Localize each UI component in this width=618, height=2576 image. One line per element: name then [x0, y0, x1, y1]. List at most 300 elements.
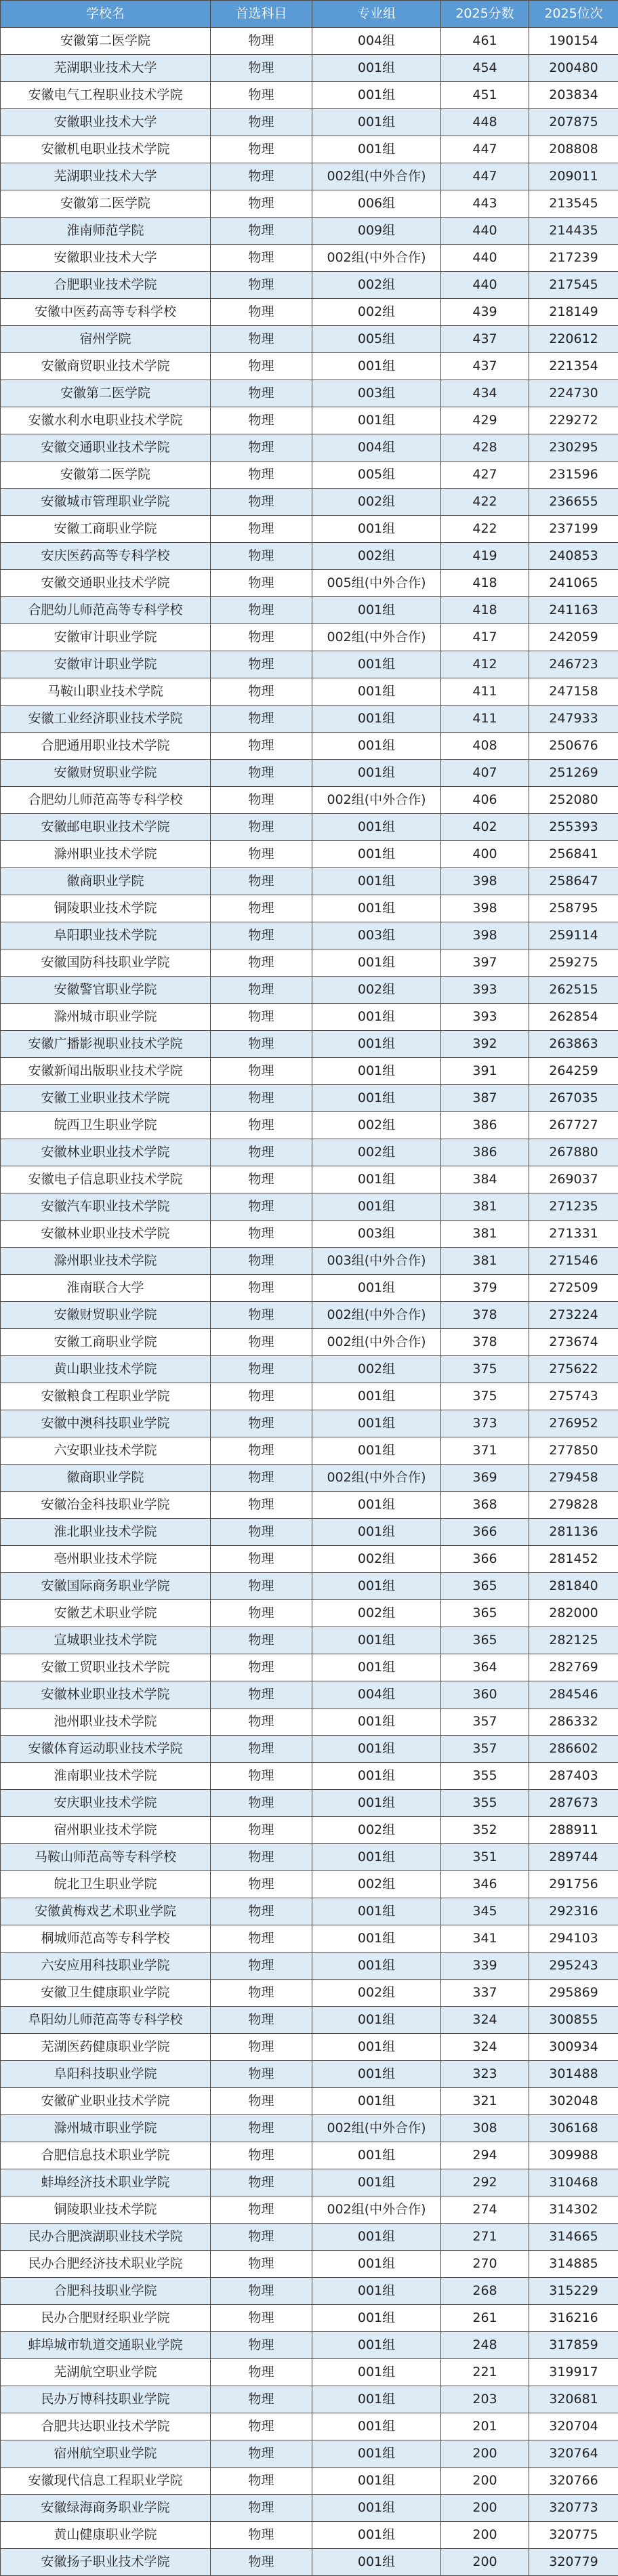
- cell-primary-subject: 物理: [211, 1817, 312, 1844]
- cell-primary-subject: 物理: [211, 2305, 312, 2332]
- cell-score: 248: [441, 2332, 529, 2359]
- cell-rank: 309988: [529, 2142, 618, 2169]
- table-row: [1, 1085, 618, 1112]
- cell-school-name: 安徽新闻出版职业技术学院: [1, 1058, 211, 1085]
- cell-score: 408: [441, 733, 529, 760]
- cell-school-name: 合肥科技职业学院: [1, 2278, 211, 2305]
- cell-primary-subject: 物理: [211, 434, 312, 462]
- cell-school-name: 桐城师范高等专科学校: [1, 1925, 211, 1953]
- cell-school-name: 安徽广播影视职业技术学院: [1, 1031, 211, 1058]
- cell-rank: 214435: [529, 218, 618, 245]
- cell-school-name: 芜湖医药健康职业学院: [1, 2034, 211, 2061]
- cell-primary-subject: 物理: [211, 1248, 312, 1275]
- cell-rank: 209011: [529, 163, 618, 190]
- cell-school-name: 安徽工贸职业技术学院: [1, 1654, 211, 1681]
- cell-school-name: 安徽水利水电职业技术学院: [1, 407, 211, 434]
- cell-score: 437: [441, 353, 529, 380]
- cell-school-name: 安徽交通职业技术学院: [1, 570, 211, 597]
- cell-rank: 221354: [529, 353, 618, 380]
- cell-score: 461: [441, 28, 529, 55]
- cell-rank: 281136: [529, 1519, 618, 1546]
- cell-score: 393: [441, 977, 529, 1004]
- cell-primary-subject: 物理: [211, 1383, 312, 1410]
- cell-rank: 263863: [529, 1031, 618, 1058]
- cell-score: 448: [441, 109, 529, 136]
- table-body: [1, 28, 618, 2576]
- cell-primary-subject: 物理: [211, 2224, 312, 2251]
- cell-primary-subject: 物理: [211, 2061, 312, 2088]
- cell-school-name: 安徽财贸职业学院: [1, 760, 211, 787]
- cell-major-group: 002组(中外合作): [312, 163, 441, 190]
- cell-score: 261: [441, 2305, 529, 2332]
- cell-major-group: 001组: [312, 841, 441, 868]
- cell-school-name: 安徽第二医学院: [1, 462, 211, 489]
- cell-rank: 302048: [529, 2088, 618, 2115]
- cell-score: 364: [441, 1654, 529, 1681]
- cell-major-group: 001组: [312, 136, 441, 163]
- cell-rank: 247158: [529, 678, 618, 706]
- cell-school-name: 安徽林业职业技术学院: [1, 1139, 211, 1166]
- table-row: [1, 2332, 618, 2359]
- cell-school-name: 安徽冶金科技职业学院: [1, 1492, 211, 1519]
- cell-major-group: 001组: [312, 678, 441, 706]
- table-row: [1, 1709, 618, 1736]
- cell-major-group: 001组: [312, 1898, 441, 1925]
- cell-primary-subject: 物理: [211, 1112, 312, 1139]
- cell-score: 271: [441, 2224, 529, 2251]
- cell-primary-subject: 物理: [211, 2522, 312, 2549]
- table-row: [1, 651, 618, 678]
- cell-primary-subject: 物理: [211, 1465, 312, 1492]
- cell-major-group: 001组: [312, 814, 441, 841]
- cell-rank: 217239: [529, 245, 618, 272]
- cell-primary-subject: 物理: [211, 1573, 312, 1600]
- table-row: [1, 2088, 618, 2115]
- cell-major-group: 001组: [312, 353, 441, 380]
- cell-school-name: 安徽电子信息职业技术学院: [1, 1166, 211, 1193]
- cell-primary-subject: 物理: [211, 1953, 312, 1980]
- cell-rank: 200480: [529, 55, 618, 82]
- table-row: [1, 2142, 618, 2169]
- cell-primary-subject: 物理: [211, 1709, 312, 1736]
- cell-score: 337: [441, 1980, 529, 2007]
- cell-rank: 279458: [529, 1465, 618, 1492]
- table-row: [1, 1654, 618, 1681]
- cell-school-name: 安徽城市管理职业学院: [1, 489, 211, 516]
- cell-primary-subject: 物理: [211, 326, 312, 353]
- cell-major-group: 001组: [312, 1437, 441, 1465]
- cell-school-name: 合肥通用职业技术学院: [1, 733, 211, 760]
- cell-major-group: 001组: [312, 2061, 441, 2088]
- cell-major-group: 002组: [312, 1871, 441, 1898]
- cell-score: 323: [441, 2061, 529, 2088]
- cell-school-name: 安徽工商职业学院: [1, 516, 211, 543]
- cell-school-name: 亳州职业技术学院: [1, 1546, 211, 1573]
- cell-school-name: 安徽交通职业技术学院: [1, 434, 211, 462]
- cell-major-group: 001组: [312, 1004, 441, 1031]
- cell-primary-subject: 物理: [211, 2196, 312, 2224]
- cell-primary-subject: 物理: [211, 272, 312, 299]
- cell-score: 393: [441, 1004, 529, 1031]
- cell-school-name: 安徽汽车职业技术学院: [1, 1193, 211, 1221]
- cell-score: 365: [441, 1600, 529, 1627]
- cell-rank: 229272: [529, 407, 618, 434]
- table-row: [1, 1139, 618, 1166]
- cell-school-name: 安徽第二医学院: [1, 28, 211, 55]
- cell-primary-subject: 物理: [211, 2386, 312, 2413]
- cell-score: 398: [441, 868, 529, 895]
- cell-score: 443: [441, 190, 529, 218]
- cell-primary-subject: 物理: [211, 407, 312, 434]
- cell-primary-subject: 物理: [211, 543, 312, 570]
- header-school-name: 学校名: [1, 1, 211, 28]
- table-row: [1, 2440, 618, 2468]
- cell-primary-subject: 物理: [211, 2251, 312, 2278]
- cell-rank: 267880: [529, 1139, 618, 1166]
- header-primary-subject: 首选科目: [211, 1, 312, 28]
- cell-school-name: 芜湖航空职业学院: [1, 2359, 211, 2386]
- cell-primary-subject: 物理: [211, 28, 312, 55]
- cell-rank: 317859: [529, 2332, 618, 2359]
- cell-major-group: 002组(中外合作): [312, 1329, 441, 1356]
- cell-rank: 288911: [529, 1817, 618, 1844]
- cell-school-name: 安徽职业技术大学: [1, 109, 211, 136]
- cell-score: 391: [441, 1058, 529, 1085]
- table-row: [1, 2522, 618, 2549]
- cell-score: 440: [441, 272, 529, 299]
- table-row: [1, 190, 618, 218]
- cell-rank: 190154: [529, 28, 618, 55]
- table-row: [1, 1519, 618, 1546]
- cell-major-group: 001组: [312, 706, 441, 733]
- cell-primary-subject: 物理: [211, 1085, 312, 1112]
- table-row: [1, 1302, 618, 1329]
- cell-major-group: 001组: [312, 109, 441, 136]
- cell-score: 268: [441, 2278, 529, 2305]
- table-row: [1, 516, 618, 543]
- cell-primary-subject: 物理: [211, 1166, 312, 1193]
- table-row: [1, 55, 618, 82]
- table-row: [1, 760, 618, 787]
- cell-score: 357: [441, 1709, 529, 1736]
- cell-rank: 237199: [529, 516, 618, 543]
- cell-primary-subject: 物理: [211, 353, 312, 380]
- table-row: [1, 2305, 618, 2332]
- cell-primary-subject: 物理: [211, 2440, 312, 2468]
- cell-major-group: 001组: [312, 1709, 441, 1736]
- cell-major-group: 002组: [312, 977, 441, 1004]
- cell-school-name: 六安应用科技职业学院: [1, 1953, 211, 1980]
- table-row: [1, 2359, 618, 2386]
- table-row: [1, 1953, 618, 1980]
- cell-rank: 272509: [529, 1275, 618, 1302]
- cell-rank: 267035: [529, 1085, 618, 1112]
- cell-score: 379: [441, 1275, 529, 1302]
- table-row: [1, 1193, 618, 1221]
- cell-primary-subject: 物理: [211, 1437, 312, 1465]
- cell-rank: 273674: [529, 1329, 618, 1356]
- cell-rank: 240853: [529, 543, 618, 570]
- table-row: [1, 787, 618, 814]
- table-row: [1, 163, 618, 190]
- table-row: [1, 1763, 618, 1790]
- cell-score: 381: [441, 1193, 529, 1221]
- cell-school-name: 马鞍山师范高等专科学校: [1, 1844, 211, 1871]
- table-row: [1, 977, 618, 1004]
- cell-school-name: 民办合肥滨湖职业技术学院: [1, 2224, 211, 2251]
- cell-rank: 236655: [529, 489, 618, 516]
- cell-score: 406: [441, 787, 529, 814]
- cell-score: 378: [441, 1302, 529, 1329]
- cell-primary-subject: 物理: [211, 1058, 312, 1085]
- cell-school-name: 合肥幼儿师范高等专科学校: [1, 597, 211, 624]
- cell-rank: 259275: [529, 949, 618, 977]
- cell-primary-subject: 物理: [211, 624, 312, 651]
- cell-school-name: 铜陵职业技术学院: [1, 895, 211, 922]
- table-row: [1, 2196, 618, 2224]
- cell-school-name: 滁州城市职业学院: [1, 1004, 211, 1031]
- table-row: [1, 949, 618, 977]
- cell-rank: 255393: [529, 814, 618, 841]
- table-row: [1, 2251, 618, 2278]
- cell-school-name: 皖西卫生职业学院: [1, 1112, 211, 1139]
- cell-rank: 287403: [529, 1763, 618, 1790]
- cell-major-group: 002组: [312, 543, 441, 570]
- cell-school-name: 芜湖职业技术大学: [1, 163, 211, 190]
- cell-major-group: 001组: [312, 1627, 441, 1654]
- cell-school-name: 宿州职业技术学院: [1, 1817, 211, 1844]
- cell-major-group: 004组: [312, 434, 441, 462]
- table-row: [1, 624, 618, 651]
- cell-rank: 320766: [529, 2468, 618, 2495]
- table-row: [1, 407, 618, 434]
- cell-school-name: 阜阳幼儿师范高等专科学校: [1, 2007, 211, 2034]
- cell-major-group: 001组: [312, 1058, 441, 1085]
- cell-score: 427: [441, 462, 529, 489]
- cell-primary-subject: 物理: [211, 1681, 312, 1709]
- cell-school-name: 安徽邮电职业技术学院: [1, 814, 211, 841]
- table-row: [1, 218, 618, 245]
- table-row: [1, 1383, 618, 1410]
- cell-rank: 316216: [529, 2305, 618, 2332]
- cell-rank: 320764: [529, 2440, 618, 2468]
- cell-school-name: 六安职业技术学院: [1, 1437, 211, 1465]
- cell-score: 341: [441, 1925, 529, 1953]
- cell-primary-subject: 物理: [211, 2413, 312, 2440]
- cell-major-group: 001组: [312, 1763, 441, 1790]
- cell-school-name: 民办合肥财经职业学院: [1, 2305, 211, 2332]
- table-row: [1, 1465, 618, 1492]
- cell-school-name: 安徽林业职业技术学院: [1, 1221, 211, 1248]
- table-row: [1, 1980, 618, 2007]
- cell-major-group: 001组: [312, 2142, 441, 2169]
- cell-major-group: 002组(中外合作): [312, 2115, 441, 2142]
- table-row: [1, 1546, 618, 1573]
- table-row: [1, 1736, 618, 1763]
- cell-primary-subject: 物理: [211, 2142, 312, 2169]
- cell-score: 366: [441, 1546, 529, 1573]
- table-row: [1, 2468, 618, 2495]
- cell-school-name: 民办合肥经济技术职业学院: [1, 2251, 211, 2278]
- cell-major-group: 001组: [312, 55, 441, 82]
- cell-major-group: 002组: [312, 272, 441, 299]
- cell-rank: 282000: [529, 1600, 618, 1627]
- cell-score: 402: [441, 814, 529, 841]
- table-row: [1, 1356, 618, 1383]
- cell-school-name: 淮南联合大学: [1, 1275, 211, 1302]
- cell-score: 398: [441, 895, 529, 922]
- table-row: [1, 82, 618, 109]
- cell-school-name: 安徽中澳科技职业学院: [1, 1410, 211, 1437]
- cell-score: 429: [441, 407, 529, 434]
- cell-rank: 271235: [529, 1193, 618, 1221]
- cell-primary-subject: 物理: [211, 1898, 312, 1925]
- table-row: [1, 2061, 618, 2088]
- cell-major-group: 001组: [312, 1844, 441, 1871]
- cell-score: 321: [441, 2088, 529, 2115]
- table-row: [1, 1166, 618, 1193]
- cell-rank: 241065: [529, 570, 618, 597]
- cell-school-name: 民办万博科技职业学院: [1, 2386, 211, 2413]
- table-row: [1, 706, 618, 733]
- cell-rank: 277850: [529, 1437, 618, 1465]
- table-row: [1, 2034, 618, 2061]
- cell-major-group: 001组: [312, 895, 441, 922]
- table-row: [1, 434, 618, 462]
- cell-rank: 213545: [529, 190, 618, 218]
- cell-score: 434: [441, 380, 529, 407]
- cell-rank: 271331: [529, 1221, 618, 1248]
- cell-primary-subject: 物理: [211, 245, 312, 272]
- cell-rank: 242059: [529, 624, 618, 651]
- cell-rank: 251269: [529, 760, 618, 787]
- cell-major-group: 001组: [312, 516, 441, 543]
- cell-score: 454: [441, 55, 529, 82]
- table-row: [1, 245, 618, 272]
- cell-score: 373: [441, 1410, 529, 1437]
- cell-score: 407: [441, 760, 529, 787]
- cell-primary-subject: 物理: [211, 1410, 312, 1437]
- cell-major-group: 002组(中外合作): [312, 2196, 441, 2224]
- cell-score: 355: [441, 1790, 529, 1817]
- cell-rank: 269037: [529, 1166, 618, 1193]
- cell-primary-subject: 物理: [211, 462, 312, 489]
- cell-primary-subject: 物理: [211, 1736, 312, 1763]
- cell-rank: 300855: [529, 2007, 618, 2034]
- table-row: [1, 109, 618, 136]
- cell-score: 428: [441, 434, 529, 462]
- cell-primary-subject: 物理: [211, 977, 312, 1004]
- cell-primary-subject: 物理: [211, 1627, 312, 1654]
- cell-primary-subject: 物理: [211, 2169, 312, 2196]
- cell-rank: 314302: [529, 2196, 618, 2224]
- table-row: [1, 868, 618, 895]
- cell-primary-subject: 物理: [211, 1871, 312, 1898]
- cell-rank: 279828: [529, 1492, 618, 1519]
- cell-rank: 262854: [529, 1004, 618, 1031]
- cell-rank: 230295: [529, 434, 618, 462]
- cell-school-name: 安庆医药高等专科学校: [1, 543, 211, 570]
- cell-primary-subject: 物理: [211, 706, 312, 733]
- cell-major-group: 002组: [312, 1356, 441, 1383]
- table-row: [1, 1681, 618, 1709]
- cell-primary-subject: 物理: [211, 1275, 312, 1302]
- cell-major-group: 002组(中外合作): [312, 787, 441, 814]
- table-row: [1, 2169, 618, 2196]
- table-row: [1, 1627, 618, 1654]
- cell-major-group: 001组: [312, 1383, 441, 1410]
- table-row: [1, 1275, 618, 1302]
- table-row: [1, 543, 618, 570]
- cell-major-group: 005组: [312, 326, 441, 353]
- cell-major-group: 001组: [312, 2495, 441, 2522]
- cell-rank: 275743: [529, 1383, 618, 1410]
- cell-rank: 310468: [529, 2169, 618, 2196]
- cell-rank: 281840: [529, 1573, 618, 1600]
- cell-primary-subject: 物理: [211, 2495, 312, 2522]
- cell-major-group: 001组: [312, 1492, 441, 1519]
- cell-school-name: 安徽工业职业技术学院: [1, 1085, 211, 1112]
- table-row: [1, 462, 618, 489]
- cell-score: 346: [441, 1871, 529, 1898]
- table-row: [1, 1437, 618, 1465]
- cell-school-name: 安徽体育运动职业技术学院: [1, 1736, 211, 1763]
- table-row: [1, 1004, 618, 1031]
- cell-score: 384: [441, 1166, 529, 1193]
- cell-rank: 203834: [529, 82, 618, 109]
- cell-school-name: 安徽审计职业学院: [1, 651, 211, 678]
- cell-primary-subject: 物理: [211, 1356, 312, 1383]
- cell-score: 355: [441, 1763, 529, 1790]
- cell-primary-subject: 物理: [211, 597, 312, 624]
- cell-major-group: 002组(中外合作): [312, 1465, 441, 1492]
- cell-rank: 291756: [529, 1871, 618, 1898]
- cell-school-name: 淮北职业技术学院: [1, 1519, 211, 1546]
- cell-major-group: 001组: [312, 597, 441, 624]
- cell-primary-subject: 物理: [211, 489, 312, 516]
- cell-rank: 241163: [529, 597, 618, 624]
- cell-score: 387: [441, 1085, 529, 1112]
- cell-major-group: 001组: [312, 1925, 441, 1953]
- cell-school-name: 安徽商贸职业技术学院: [1, 353, 211, 380]
- cell-primary-subject: 物理: [211, 1600, 312, 1627]
- cell-rank: 320779: [529, 2549, 618, 2576]
- cell-score: 378: [441, 1329, 529, 1356]
- cell-rank: 218149: [529, 299, 618, 326]
- cell-score: 371: [441, 1437, 529, 1465]
- cell-school-name: 安徽国防科技职业学院: [1, 949, 211, 977]
- cell-rank: 314885: [529, 2251, 618, 2278]
- cell-major-group: 001组: [312, 949, 441, 977]
- cell-rank: 208808: [529, 136, 618, 163]
- table-row: [1, 1817, 618, 1844]
- cell-major-group: 006组: [312, 190, 441, 218]
- cell-primary-subject: 物理: [211, 1329, 312, 1356]
- table-row: [1, 922, 618, 949]
- cell-primary-subject: 物理: [211, 1654, 312, 1681]
- cell-major-group: 001组: [312, 2034, 441, 2061]
- cell-rank: 289744: [529, 1844, 618, 1871]
- cell-score: 397: [441, 949, 529, 977]
- cell-primary-subject: 物理: [211, 570, 312, 597]
- cell-score: 422: [441, 516, 529, 543]
- cell-rank: 267727: [529, 1112, 618, 1139]
- cell-score: 201: [441, 2413, 529, 2440]
- cell-major-group: 001组: [312, 2278, 441, 2305]
- cell-school-name: 蚌埠经济技术职业学院: [1, 2169, 211, 2196]
- cell-school-name: 宿州学院: [1, 326, 211, 353]
- table-row: [1, 1248, 618, 1275]
